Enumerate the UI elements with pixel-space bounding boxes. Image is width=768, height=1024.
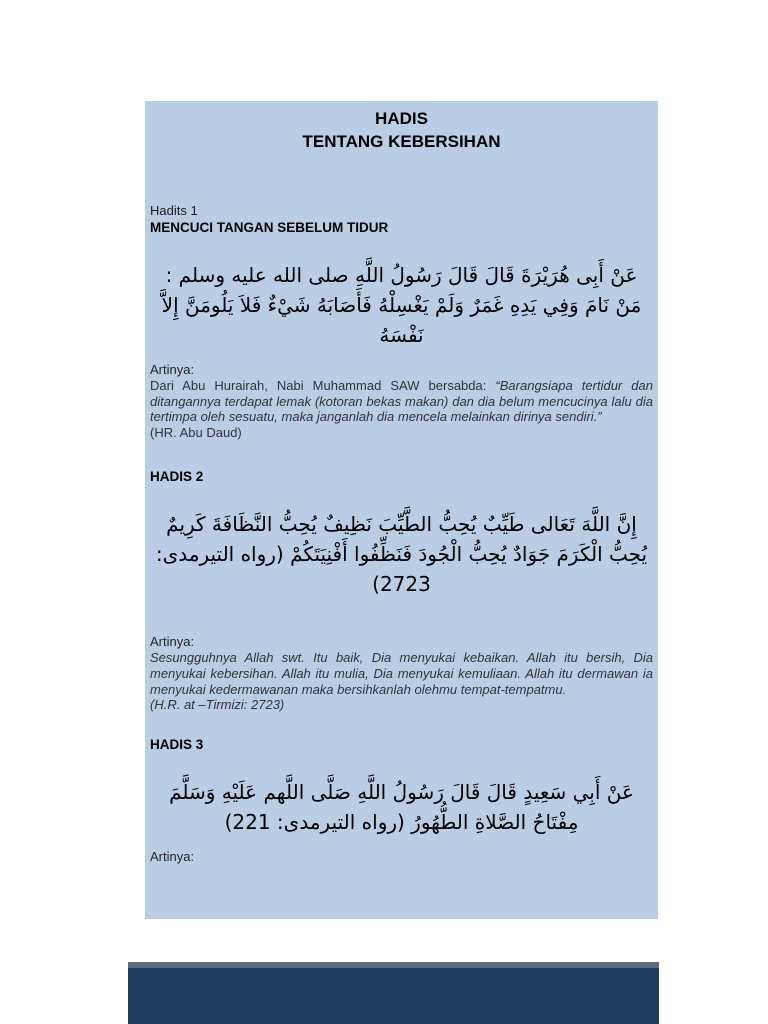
hadits1-label: Hadits 1 [150, 203, 198, 218]
artinya-label-2: Artinya: [150, 634, 195, 650]
document-page [145, 101, 658, 919]
arabic-text-2: إِنَّ اللَّهَ تَعَالى طَيِّبٌ يُحِبُّ الطَّيِّبَ نَظِيفٌ يُحِبُّ النَّظَافَةَ كَرِيمٌ يُحِبُّ الْكَرَمَ جَوَادٌ يُحِبُّ الْجُودَ فَنَظِّفُوا أَفْنِيَتَكُمْ (رواه التيرمدى: 2723) [155, 512, 648, 597]
hadis2-heading: HADIS 2 [150, 469, 204, 485]
page-title-line1: HADIS [375, 109, 428, 128]
arabic-text-1: عَنْ أَبِى هُرَيْرَةَ قَالَ قَالَ رَسُولُ اللَّهِ صلى الله عليه وسلم : مَنْ نَامَ وَفِي يَدِهِ غَمَرٌ وَلَمْ يَغْسِلْهُ فَأَصَابَهُ شَيْءٌ فَلاَ يَلُومَنَّ إِلاَّ نَفْسَهُ [161, 263, 642, 347]
hadits1-heading: MENCUCI TANGAN SEBELUM TIDUR [150, 220, 389, 235]
translation-1 [150, 378, 653, 440]
arabic-text-3: عَنْ أَبِي سَعِيدٍ قَالَ قَالَ رَسُولُ اللَّهِ صَلَّى اللَّهم عَلَيْهِ وَسَلَّمَ مِفْتَاحُ الصَّلاةِ الطُّهُورُ (رواه التيرمدى: 221) [169, 779, 634, 834]
translation-1-quote: “Barangsiapa tertidur dan ditangannya terdapat lemak (kotoran bekas makan) dan dia belum mencucinya lalu dia tertimpa oleh sesuatu, maka janganlah dia mencela melainkan dirinya sendiri.” [150, 378, 654, 425]
artinya-label-1: Artinya: [150, 362, 195, 377]
page-title-line2: TENTANG KEBERSIHAN [302, 132, 501, 151]
translation-2-text: Sesungguhnya Allah swt. Itu baik, Dia menyukai kebaikan. Allah itu bersih, Dia menyukai kebersihan. Allah itu mulia, Dia menyukai kemuliaan. Allah itu dermawan ia menyukai kedermawanan maka bersihkanlah olehmu tempat-tempatmu. [150, 650, 653, 697]
next-page-edge [128, 962, 659, 1024]
translation-1-intro: Dari Abu Hurairah, Nabi Muhammad SAW bersabda: [150, 378, 487, 393]
artinya-label-3: Artinya: [150, 848, 195, 864]
translation-1-source: (HR. Abu Daud) [150, 424, 242, 440]
translation-2-source: (H.R. at –Tirmizi: 2723) [150, 697, 285, 713]
hadis3-heading: HADIS 3 [150, 736, 204, 752]
translation-2 [150, 650, 653, 712]
